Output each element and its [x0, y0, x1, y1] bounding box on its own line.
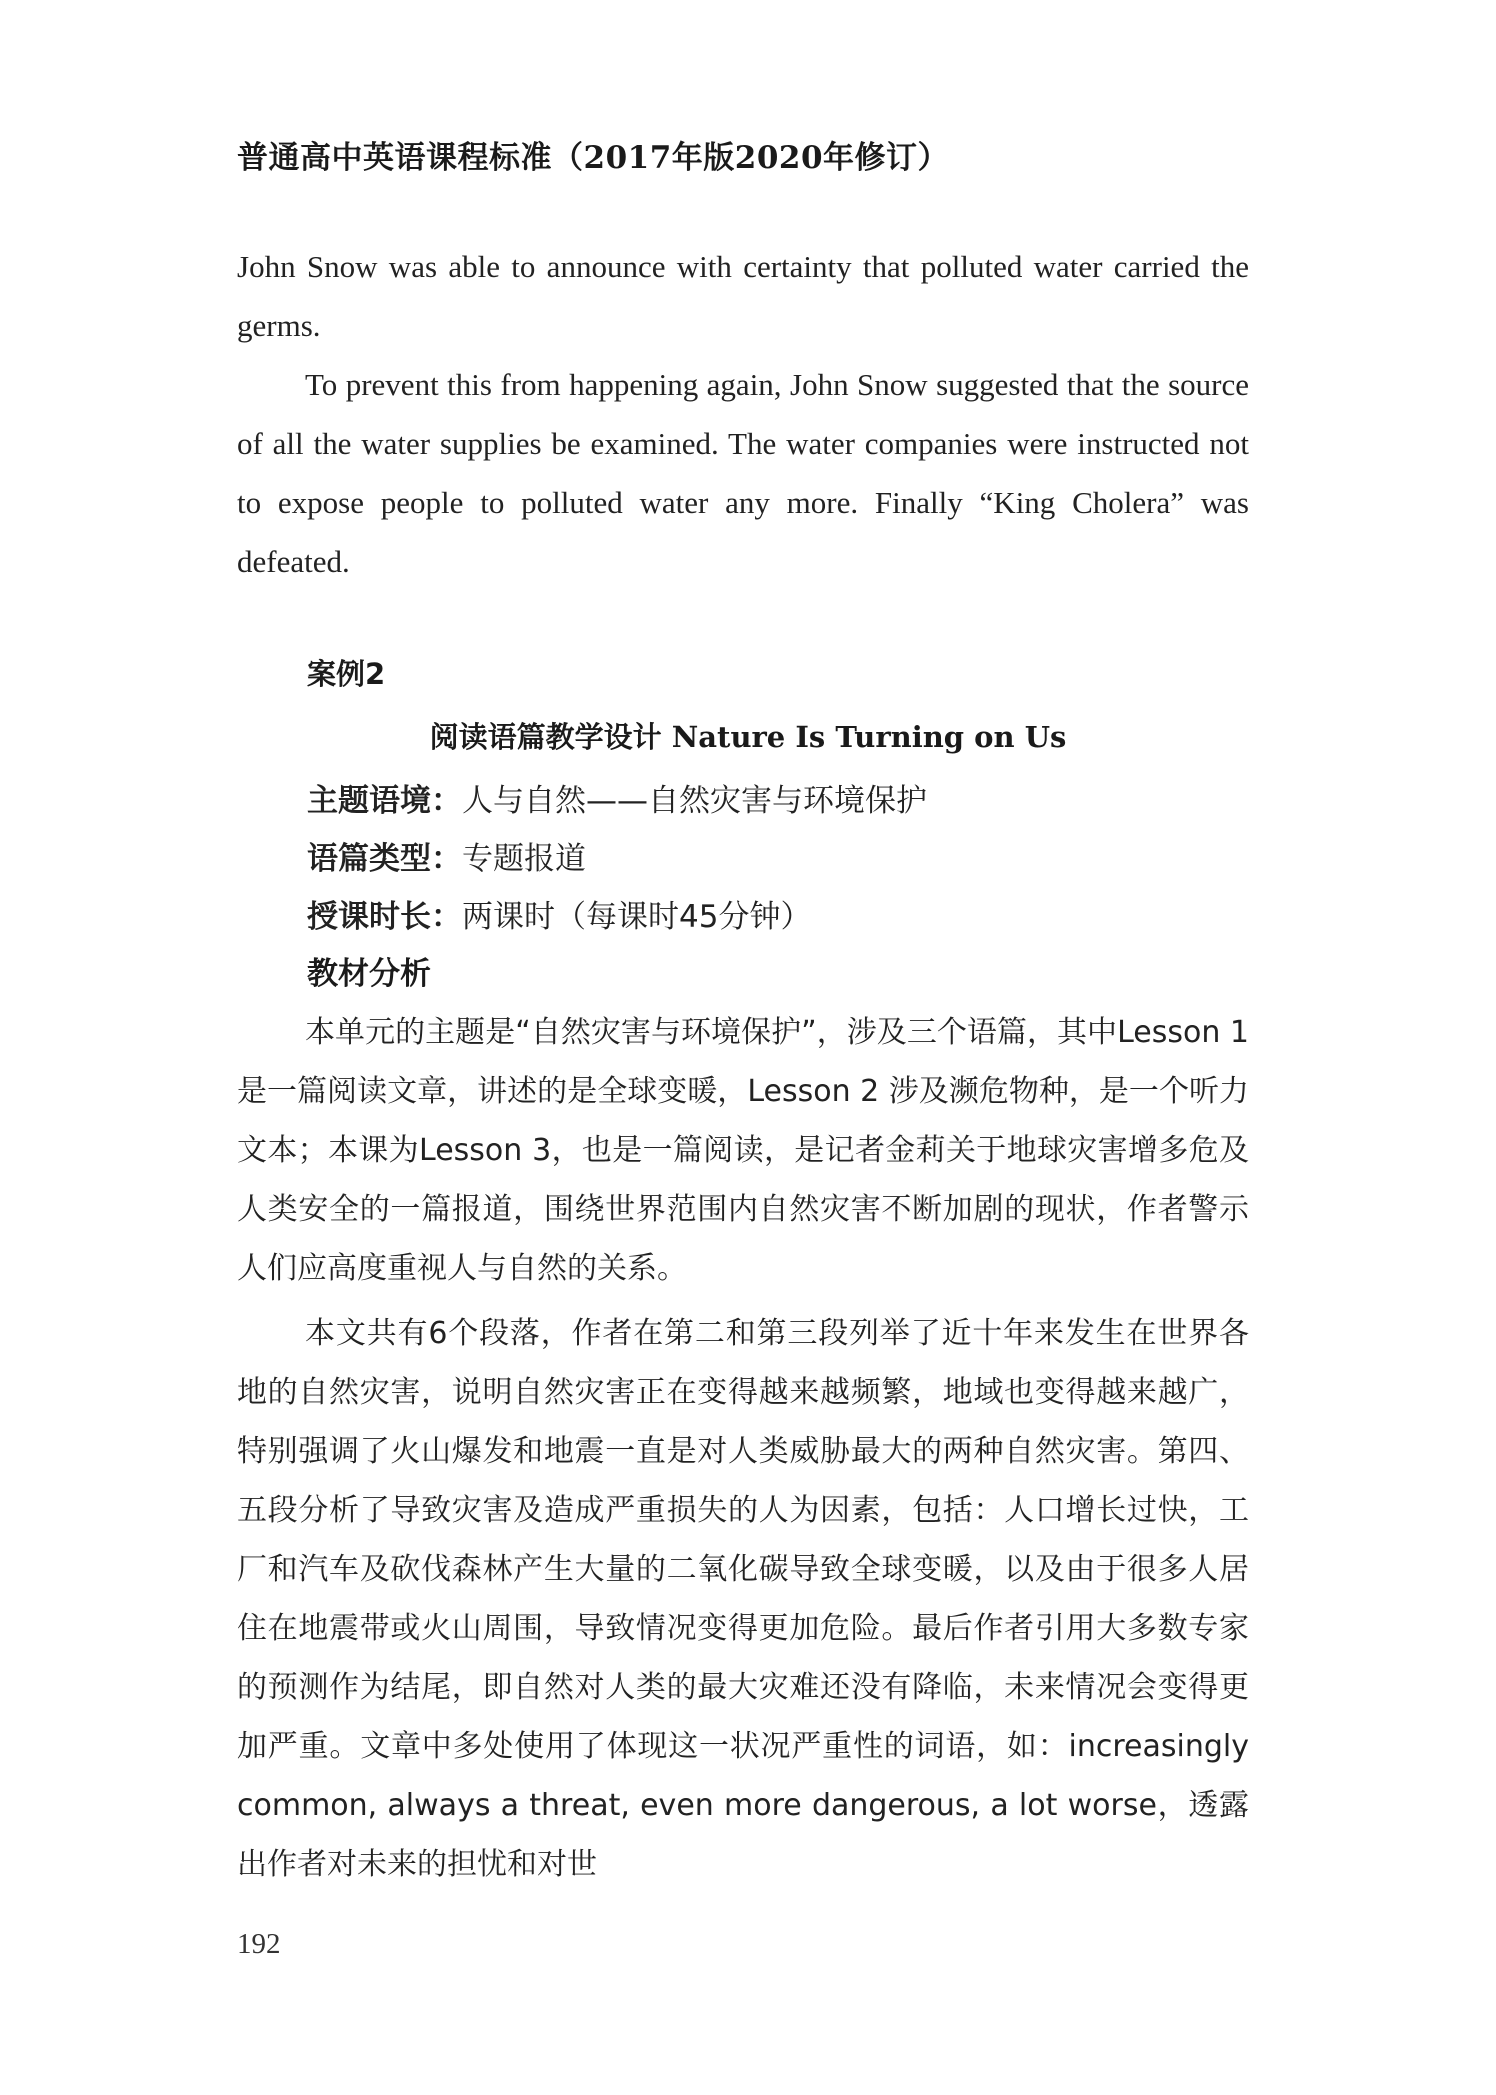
meta-duration [307, 891, 811, 936]
story-continuation [237, 237, 1249, 591]
meta-genre-label: 语篇类型： [307, 841, 462, 877]
meta-theme-value: 人与自然——自然灾害与环境保护 [462, 783, 927, 819]
meta-theme [307, 775, 927, 820]
story-paragraph: To prevent this from happening again, John Snow suggested that the source of all the water supplies be examined. The water companies were instructed not to expose people to polluted water any more. Finally “King Cholera” was defeated. [237, 367, 1249, 579]
meta-genre-value: 专题报道 [462, 841, 586, 877]
meta-duration-label: 授课时长： [307, 899, 462, 935]
meta-duration-value: 两课时（每课时45分钟） [462, 899, 812, 935]
analysis-paragraph: 本单元的主题是“自然灾害与环境保护”，涉及三个语篇，其中Lesson 1是一篇阅读文章，讲述的是全球变暖，Lesson 2 涉及濒危物种，是一个听力文本；本课为Lesson 3，也是一篇阅读，是记者金莉关于地球灾害增多危及人类安全的一篇报道，围绕世界范围内自然灾害不断加剧的现状，作者警示人们应高度重视人与自然的关系。 [237, 1015, 1249, 1286]
case-title: 阅读语篇教学设计 Nature Is Turning on Us [429, 720, 1067, 754]
meta-theme-label: 主题语境： [307, 783, 462, 819]
page-number: 192 [237, 1928, 281, 1960]
meta-genre [307, 833, 586, 878]
analysis-paragraph: 本文共有6个段落，作者在第二和第三段列举了近十年来发生在世界各地的自然灾害，说明自然灾害正在变得越来越频繁，地域也变得越来越广，特别强调了火山爆发和地震一直是对人类威胁最大的两种自然灾害。第四、五段分析了导致灾害及造成严重损失的人为因素，包括：人口增长过快，工厂和汽车及砍伐森林产生大量的二氧化碳导致全球变暖，以及由于很多人居住在地震带或火山周围，导致情况变得更加危险。最后作者引用大多数专家的预测作为结尾，即自然对人类的最大灾难还没有降临，未来情况会变得更加严重。文章中多处使用了体现这一状况严重性的词语，如：increasingly common, always a threat, even more dangerous, a lot worse，透露出作者对未来的担忧和对世 [237, 1316, 1249, 1882]
case-label: 案例2 [307, 657, 386, 691]
story-paragraph: John Snow was able to announce with certainty that polluted water carried the germs. [237, 249, 1249, 343]
running-header: 普通高中英语课程标准（2017年版2020年修订） [237, 140, 950, 176]
analysis-heading: 教材分析 [307, 956, 431, 992]
analysis-body [237, 1003, 1249, 1894]
